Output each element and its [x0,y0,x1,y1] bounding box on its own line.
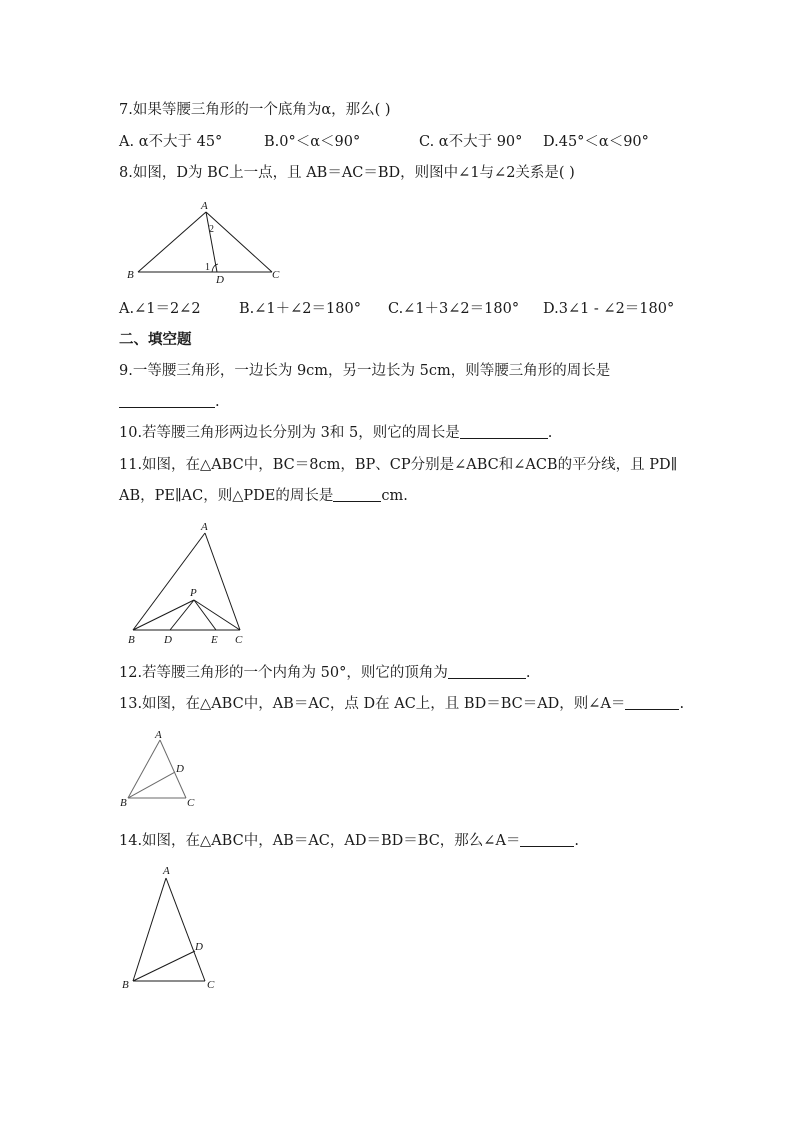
q8-label-a: A [201,200,208,212]
q7-option-b: B.0°＜α＜90° [264,134,361,150]
q14-label-c: C [207,979,215,991]
q14-label-d: D [195,941,203,953]
q14-side-ac [166,878,205,981]
q8-label-angle2: 2 [209,224,214,235]
q13-label-a: A [155,729,162,741]
q12-end: . [525,665,531,681]
q11-label-e: E [211,634,218,646]
q13-label-b: B [120,797,127,809]
q11-label-c: C [235,634,243,646]
q10-text: 10.若等腰三角形两边长分别为 3和 5，则它的周长是 [119,425,460,441]
q8-label-b: B [127,269,134,281]
q11-text: AB，PE∥AC，则△PDE的周长是 [119,488,334,504]
q8-option-b: B.∠1＋∠2＝180° [239,301,361,317]
q14-segment-bd [133,951,195,981]
q14-label-b: B [122,979,129,991]
q14-side-ab [133,878,166,981]
q14-end: . [574,833,580,849]
q7-option-a: A. α不大于 45° [119,134,223,150]
q13-label-c: C [187,797,195,809]
q8-option-d: D.3∠1 - ∠2＝180° [543,301,675,317]
q11-label-a: A [201,521,208,533]
q7-option-c: C. α不大于 90° [419,134,523,150]
q8-option-a: A.∠1＝2∠2 [119,301,201,317]
q11-label-d: D [164,634,172,646]
q7-option-d: D.45°＜α＜90° [543,134,649,150]
q10-end: . [547,425,553,441]
q8-option-c: C.∠1＋3∠2＝180° [388,301,520,317]
q8-label-c: C [272,269,280,281]
q14-label-a: A [163,865,170,877]
q9-line1: 9.一等腰三角形，一边长为 9cm，另一边长为 5cm，则等腰三角形的周长是 [119,363,611,379]
q8-stem: 8.如图，D为 BC上一点，且 AB＝AC＝BD，则图中∠1与∠2关系是( ) [119,165,575,181]
q13-text: 13.如图，在△ABC中，AB＝AC，点 D在 AC上，且 BD＝BC＝AD，则∠A＝ [119,696,626,712]
q8-label-d: D [216,274,224,286]
section-fill-in-title: 二、填空题 [119,332,192,348]
q11-label-b: B [128,634,135,646]
q9-end: . [215,394,220,410]
q14-text: 14.如图，在△ABC中，AB＝AC，AD＝BD＝BC，那么∠A＝ [119,833,521,849]
q11-line1: 11.如图，在△ABC中，BC＝8cm，BP、CP分别是∠ABC和∠ACB的平分线，且 PD∥ [119,457,678,473]
q13-label-d: D [176,763,184,775]
q11-unit: cm. [381,488,408,504]
q13-end: . [679,696,685,712]
q12-text: 12.若等腰三角形的一个内角为 50°，则它的顶角为 [119,665,448,681]
q8-label-angle1: 1 [205,262,210,273]
q11-label-p: P [190,587,197,599]
q7-stem: 7.如果等腰三角形的一个底角为α，那么( ) [119,102,391,118]
